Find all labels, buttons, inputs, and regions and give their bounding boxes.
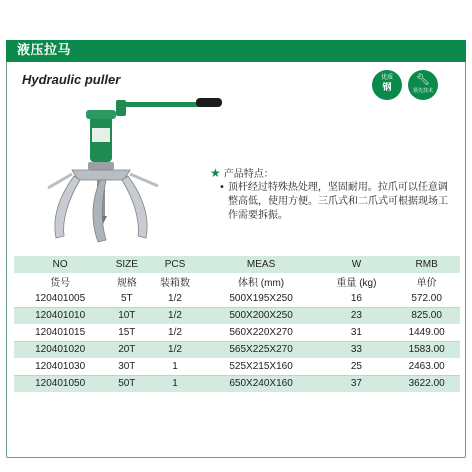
col-header-cn-meas: 体积 (mm) xyxy=(203,273,320,290)
cell-w: 16 xyxy=(320,290,394,307)
features-heading xyxy=(210,165,274,180)
cell-no: 120401010 xyxy=(14,307,106,324)
cell-no: 120401015 xyxy=(14,324,106,341)
col-header-no: NO xyxy=(14,256,106,273)
page-title: 液压拉马 xyxy=(17,43,72,58)
cell-no: 120401050 xyxy=(14,375,106,392)
features-body-text: 顶杆经过特殊热处理，坚固耐用。拉爪可以任意调整高低，使用方便。三爪式和二爪式可根据现场工作需要拆振。 xyxy=(227,182,448,221)
cell-no: 120401030 xyxy=(14,358,106,375)
cell-w: 33 xyxy=(320,341,394,358)
table-header-cn xyxy=(14,273,460,290)
col-header-cn-rmb: 单价 xyxy=(393,273,460,290)
table-row xyxy=(14,307,460,324)
lead-badge-text: 领先技术 xyxy=(412,88,433,94)
quality-badge-small-text: 优质 xyxy=(380,74,393,81)
cell-size: 15T xyxy=(106,324,147,341)
cell-rmb: 572.00 xyxy=(393,290,460,307)
features-description xyxy=(216,181,451,223)
cell-w: 37 xyxy=(320,375,394,392)
cylinder-label xyxy=(92,128,110,142)
product-subtitle: Hydraulic puller xyxy=(22,72,121,87)
wrench-icon: 🔧︎ xyxy=(416,73,430,86)
header-bar xyxy=(6,40,466,62)
col-header-cn-no: 货号 xyxy=(14,273,106,290)
table-row xyxy=(14,290,460,307)
spec-table xyxy=(14,256,460,393)
quality-badge-big-text: 钢 xyxy=(382,83,392,93)
cell-pcs: 1/2 xyxy=(147,307,202,324)
cell-rmb: 1583.00 xyxy=(393,341,460,358)
handle-pivot xyxy=(116,100,126,116)
cell-meas: 650X240X160 xyxy=(203,375,320,392)
cell-pcs: 1/2 xyxy=(147,324,202,341)
cell-pcs: 1 xyxy=(147,358,202,375)
cell-size: 20T xyxy=(106,341,147,358)
cell-rmb: 825.00 xyxy=(393,307,460,324)
table-row xyxy=(14,358,460,375)
cell-pcs: 1/2 xyxy=(147,341,202,358)
col-header-w: W xyxy=(320,256,394,273)
cell-size: 30T xyxy=(106,358,147,375)
handle-grip xyxy=(196,98,222,107)
col-header-cn-size: 规格 xyxy=(106,273,147,290)
cell-meas: 525X215X160 xyxy=(203,358,320,375)
table-row xyxy=(14,375,460,392)
cell-rmb: 3622.00 xyxy=(393,375,460,392)
cell-size: 10T xyxy=(106,307,147,324)
cell-size: 50T xyxy=(106,375,147,392)
leading-tech-badge xyxy=(408,70,438,100)
col-header-size: SIZE xyxy=(106,256,147,273)
quality-steel-badge xyxy=(372,70,402,100)
cell-no: 120401005 xyxy=(14,290,106,307)
cell-rmb: 2463.00 xyxy=(393,358,460,375)
cylinder-head xyxy=(86,110,116,119)
cylinder-collar xyxy=(88,162,114,170)
col-header-rmb: RMB xyxy=(393,256,460,273)
cell-w: 23 xyxy=(320,307,394,324)
cell-meas: 565X225X270 xyxy=(203,341,320,358)
cell-w: 25 xyxy=(320,358,394,375)
cell-meas: 560X220X270 xyxy=(203,324,320,341)
jaw-left xyxy=(55,176,80,238)
table-row xyxy=(14,324,460,341)
cell-pcs: 1/2 xyxy=(147,290,202,307)
hydraulic-puller-image xyxy=(28,88,228,248)
bullet-icon: • xyxy=(219,182,225,193)
col-header-cn-pcs: 装箱数 xyxy=(147,273,202,290)
cell-meas: 500X195X250 xyxy=(203,290,320,307)
cell-no: 120401020 xyxy=(14,341,106,358)
cell-meas: 500X200X250 xyxy=(203,307,320,324)
puller-yoke xyxy=(72,170,130,180)
col-header-pcs: PCS xyxy=(147,256,202,273)
jaw-right xyxy=(122,176,147,238)
cell-pcs: 1 xyxy=(147,375,202,392)
table-header-en xyxy=(14,256,460,273)
features-title-text: 产品特点： xyxy=(223,169,274,180)
table-row xyxy=(14,341,460,358)
col-header-cn-w: 重量 (kg) xyxy=(320,273,394,290)
col-header-meas: MEAS xyxy=(203,256,320,273)
star-icon: ★ xyxy=(210,166,221,180)
cell-size: 5T xyxy=(106,290,147,307)
arm-right xyxy=(130,174,158,186)
cell-rmb: 1449.00 xyxy=(393,324,460,341)
cell-w: 31 xyxy=(320,324,394,341)
